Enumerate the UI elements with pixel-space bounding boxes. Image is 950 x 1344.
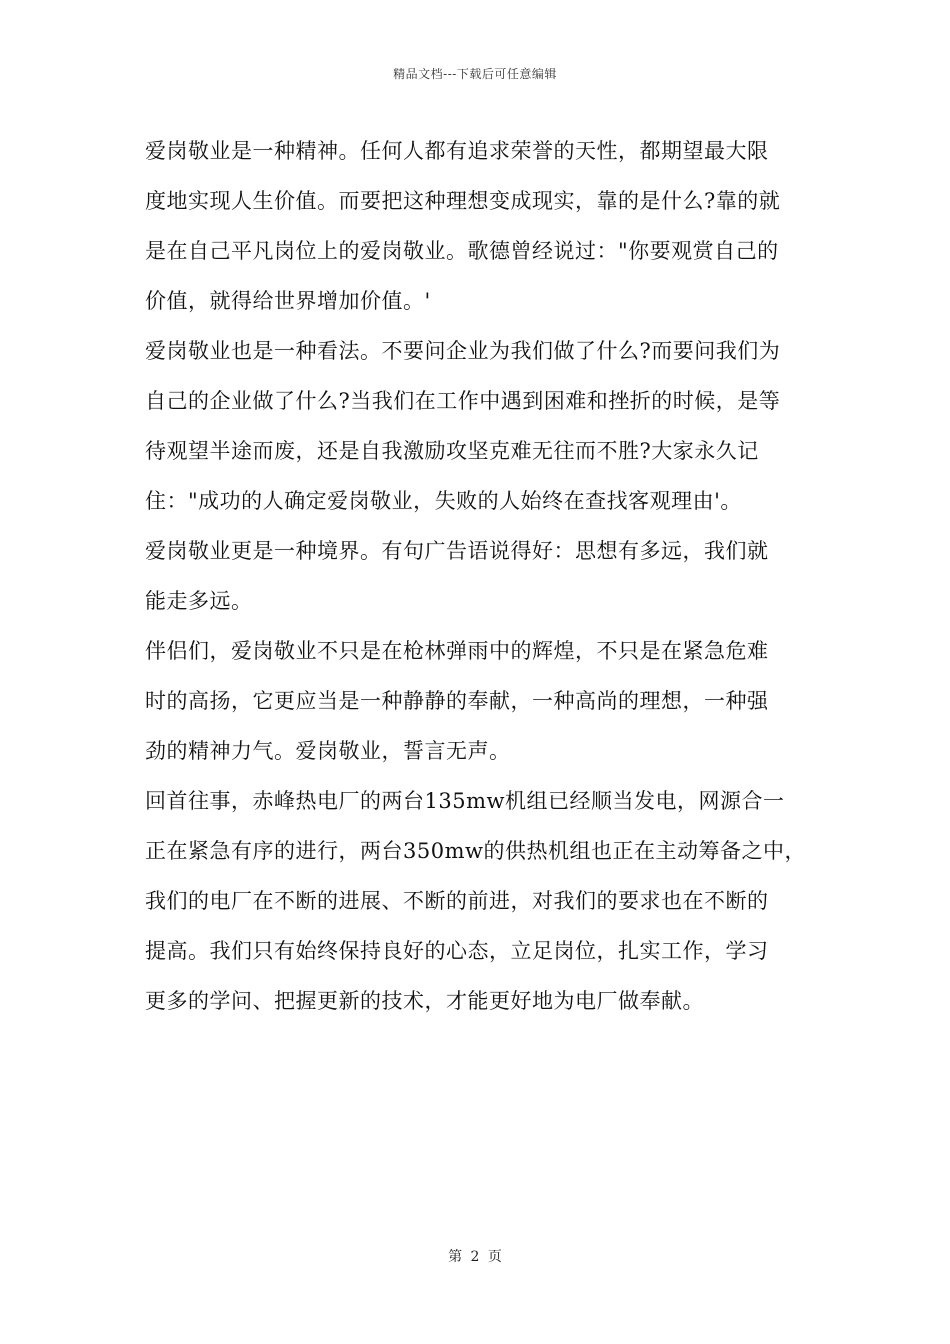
text-line: 爱岗敬业更是一种境界。有句广告语说得好：思想有多远，我们就 <box>145 539 769 563</box>
page-header: 精品文档---下载后可任意编辑 <box>393 67 557 81</box>
page-number: 第 2 页 <box>448 1249 502 1265</box>
text-line: 更多的学问、把握更新的技术，才能更好地为电厂做奉献。 <box>145 989 704 1013</box>
text-line: 能走多远。 <box>145 589 253 613</box>
text-line: 回首往事，赤峰热电厂的两台135mw机组已经顺当发电，网源合一 <box>145 789 785 813</box>
text-line: 正在紧急有序的进行，两台350mw的供热机组也正在主动筹备之中， <box>145 839 806 863</box>
text-line: 自己的企业做了什么?当我们在工作中遇到困难和挫折的时候，是等 <box>145 389 781 413</box>
text-line: 伴侣们，爱岗敬业不只是在枪林弹雨中的辉煌，不只是在紧急危难 <box>145 639 769 663</box>
text-line: 时的高扬，它更应当是一种静静的奉献，一种高尚的理想，一种强 <box>145 689 769 713</box>
text-line: 价值，就得给世界增加价值。' <box>145 289 431 313</box>
text-line: 劲的精神力气。爱岗敬业，誓言无声。 <box>145 739 511 763</box>
text-line: 提高。我们只有始终保持良好的心态，立足岗位，扎实工作，学习 <box>145 939 769 963</box>
text-line: 住："成功的人确定爱岗敬业，失败的人始终在查找客观理由'。 <box>145 489 742 513</box>
text-line: 度地实现人生价值。而要把这种理想变成现实，靠的是什么?靠的就 <box>145 189 781 213</box>
text-line: 我们的电厂在不断的进展、不断的前进，对我们的要求也在不断的 <box>145 889 769 913</box>
body-text <box>145 126 810 1026</box>
text-line: 爱岗敬业是一种精神。任何人都有追求荣誉的天性，都期望最大限 <box>145 139 769 163</box>
text-line: 待观望半途而废，还是自我激励攻坚克难无往而不胜?大家永久记 <box>145 439 759 463</box>
text-line: 是在自己平凡岗位上的爱岗敬业。歌德曾经说过："你要观赏自己的 <box>145 239 779 263</box>
text-line: 爱岗敬业也是一种看法。不要问企业为我们做了什么?而要问我们为 <box>145 339 781 363</box>
